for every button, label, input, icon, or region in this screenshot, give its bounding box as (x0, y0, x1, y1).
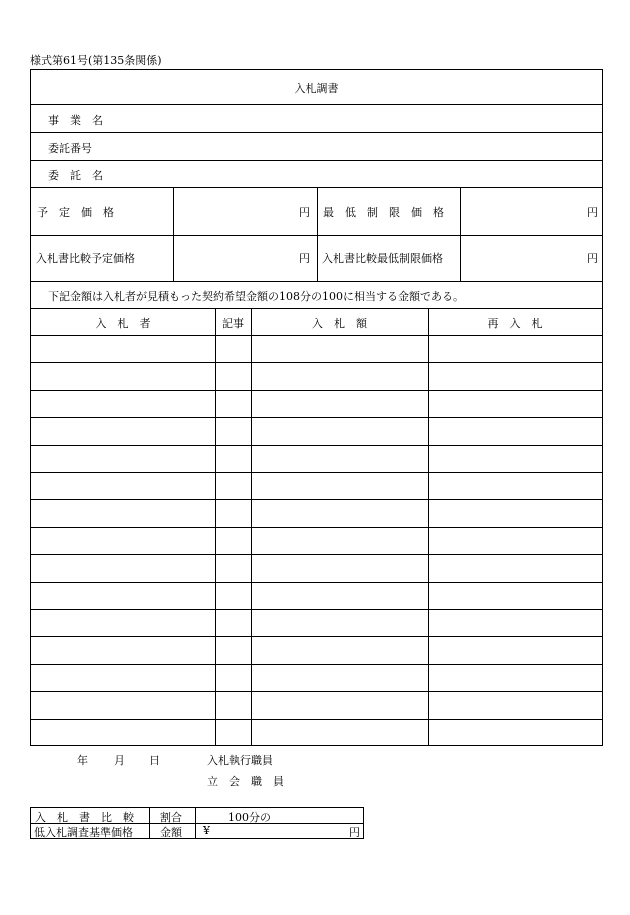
survey-standard-table (30, 807, 364, 839)
ratio-value: 100分の (228, 811, 271, 824)
compare-planned-price-label: 入札書比較予定価格 (36, 252, 135, 265)
table-row (31, 362, 602, 363)
table-row (31, 527, 602, 528)
date-year-label: 年 (77, 754, 88, 767)
table-row (31, 609, 602, 610)
survey-label-line2: 低入札調査基準価格 (34, 826, 133, 839)
date-day-label: 日 (149, 754, 160, 767)
table-row (31, 719, 602, 720)
record-column-header: 記事 (222, 317, 244, 330)
bid-officer-label: 入札執行職員 (207, 754, 273, 767)
table-row (31, 636, 602, 637)
planned-price-label: 予 定 価 格 (37, 206, 114, 219)
date-month-label: 月 (114, 754, 125, 767)
commission-number-label: 委託番号 (48, 142, 92, 155)
bidder-column-header: 入 札 者 (95, 317, 151, 330)
yen-unit: 円 (349, 826, 360, 839)
yen-symbol: ¥ (203, 824, 210, 837)
amount-column-header: 入 札 額 (312, 317, 367, 330)
divider (31, 281, 602, 282)
commission-name-label: 委 託 名 (48, 169, 103, 182)
divider (31, 104, 602, 105)
ratio-label: 割合 (160, 811, 182, 824)
form-title: 入札調書 (294, 82, 339, 95)
yen-unit: 円 (299, 206, 310, 219)
yen-unit: 円 (299, 252, 310, 265)
table-row (31, 417, 602, 418)
table-row (31, 582, 602, 583)
note-text: 下記金額は入札者が見積もった契約希望金額の108分の100に相当する金額である。 (48, 290, 464, 303)
table-row (31, 691, 602, 692)
divider (31, 308, 602, 309)
rebid-column-header: 再 入 札 (487, 317, 543, 330)
table-row (31, 499, 602, 500)
divider (31, 335, 602, 336)
yen-unit: 円 (587, 252, 598, 265)
form-number-label: 様式第61号(第135条関係) (30, 54, 162, 67)
bid-record-form (30, 69, 603, 746)
divider (31, 160, 602, 161)
divider (31, 132, 602, 133)
amount-label: 金額 (160, 826, 182, 839)
min-limit-price-label: 最 低 制 限 価 格 (323, 206, 444, 219)
table-row (31, 445, 602, 446)
table-row (31, 554, 602, 555)
table-row (31, 664, 602, 665)
compare-min-price-label: 入札書比較最低制限価格 (322, 252, 443, 265)
table-row (31, 390, 602, 391)
yen-unit: 円 (587, 206, 598, 219)
witness-officer-label: 立 会 職 員 (207, 775, 284, 788)
project-name-label: 事 業 名 (48, 114, 103, 127)
survey-label-line1: 入 札 書 比 較 (35, 811, 134, 824)
table-row (31, 472, 602, 473)
